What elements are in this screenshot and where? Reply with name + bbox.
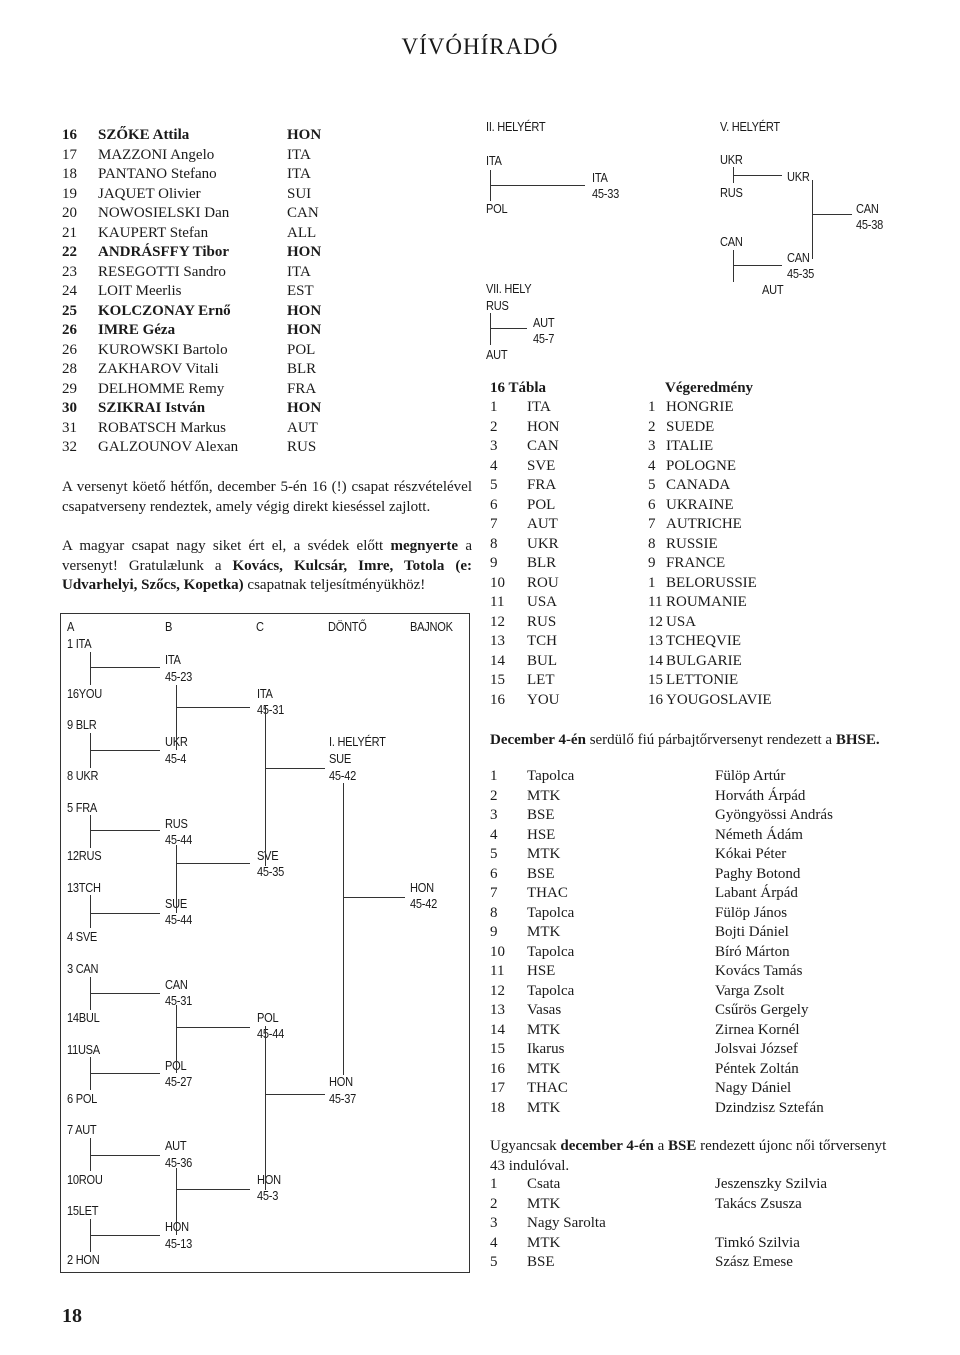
result-name: Péntek Zoltán [715, 1060, 799, 1077]
rank-number: 21 [62, 224, 77, 241]
table-rank: 8 [490, 535, 498, 552]
bracket-label: 5 FRA [67, 800, 98, 815]
final-rank: 1 [648, 574, 656, 591]
result-club: Nagy Sarolta [527, 1215, 606, 1231]
table-rank: 14 [490, 652, 505, 669]
rank-number: 26 [62, 341, 77, 358]
result-rank: 14 [490, 1021, 505, 1038]
bracket-label: HON [165, 1219, 189, 1234]
bracket-line [176, 685, 177, 750]
result-rank: 15 [490, 1041, 505, 1057]
fencer-name: RESEGOTTI Sandro [98, 263, 226, 280]
final-country: SUEDE [666, 418, 715, 435]
bracket-line [733, 250, 734, 282]
rank-number: 24 [62, 283, 77, 299]
result-name: Kovács Tamás [715, 963, 803, 979]
rank-number: 25 [62, 302, 77, 319]
table-rank: 5 [490, 477, 498, 493]
fencer-country: FRA [287, 380, 317, 397]
final-rank: 3 [648, 438, 656, 454]
bracket-line [90, 1155, 160, 1156]
result-rank: 1 [490, 768, 498, 784]
fencer-country: EST [287, 283, 314, 299]
table-title: 16 Tábla [490, 380, 546, 396]
result-rank: 12 [490, 982, 505, 999]
fencer-name: SZIKRAI István [98, 400, 206, 416]
bracket-line [176, 1168, 177, 1235]
bracket-line [343, 783, 344, 1075]
result-name: Takács Zsusza [715, 1195, 802, 1212]
bracket-line [812, 214, 852, 215]
bracket-line [733, 175, 782, 176]
fencer-name: KUROWSKI Bartolo [98, 341, 228, 358]
bracket-line [176, 1189, 250, 1190]
fencer-country: ALL [287, 224, 317, 241]
rank-number: 26 [62, 322, 77, 338]
paragraph-result: A magyar csapat nagy siket ért el, a svédek előtt megnyerte a versenyt! Gratulælunk a Kovács, Kulcsár, Imre, Totola (e: Udvarhelyi, Szőcs, Kopetka) csapatnak teljesítményükhöz! [62, 538, 472, 593]
rank-number: 31 [62, 419, 77, 436]
bracket-label: 45-7 [533, 331, 555, 346]
bracket-label: 45-35 [257, 864, 284, 879]
bracket-line [90, 667, 160, 668]
paragraph-cadet: December 4-én serdülő fiú párbajtőrversenyt rendezett a BHSE. [490, 732, 880, 748]
fencer-name: PANTANO Stefano [98, 166, 217, 182]
table-rank: 11 [490, 594, 505, 610]
final-rank: 1 [648, 399, 656, 415]
result-rank: 10 [490, 943, 505, 960]
result-club: MTK [527, 1021, 561, 1038]
bracket-label: 45-31 [257, 702, 284, 717]
bracket-label: 1 ITA [67, 636, 92, 651]
bracket-line [490, 185, 585, 186]
bracket-label: ITA [486, 153, 502, 168]
bracket-header-c: C [256, 619, 264, 634]
rank-number: 16 [62, 127, 77, 143]
table-country: YOU [527, 691, 560, 708]
result-club: Csata [527, 1176, 561, 1192]
table-rank: 16 [490, 691, 505, 708]
bracket-header-final: DÖNTŐ [328, 619, 367, 634]
bracket-label: 45-23 [165, 669, 192, 684]
bracket-line [490, 328, 527, 329]
final-country: FRANCE [666, 555, 726, 571]
result-club: MTK [527, 787, 561, 804]
bracket-label: 45-42 [329, 768, 356, 783]
final-rank: 8 [648, 535, 656, 552]
page-number: 18 [62, 1305, 82, 1327]
final-country: UKRAINE [666, 496, 734, 513]
result-club: Tapolca [527, 904, 575, 921]
result-name: Jolsvai József [715, 1041, 798, 1057]
fencer-name: KAUPERT Stefan [98, 224, 209, 241]
bracket-label: RUS [720, 185, 743, 200]
result-rank: 3 [490, 807, 498, 823]
final-country: ROUMANIE [666, 594, 747, 610]
bracket-label: CAN [165, 977, 188, 992]
bracket-line [90, 993, 160, 994]
table-country: CAN [527, 438, 559, 454]
table-country: FRA [527, 477, 557, 493]
table-rank: 13 [490, 633, 505, 649]
result-name: Bojti Dániel [715, 924, 789, 940]
table-country: TCH [527, 633, 557, 649]
final-country: ITALIE [666, 438, 714, 454]
result-name: Paghy Botond [715, 865, 801, 882]
bracket-line [265, 1026, 266, 1190]
result-rank: 7 [490, 885, 498, 901]
bracket-label: 45-35 [787, 266, 814, 281]
fencer-name: SZŐKE Attila [98, 127, 190, 143]
bracket-label: SUE [329, 751, 351, 766]
result-club: MTK [527, 1099, 561, 1116]
bracket-label: 12RUS [67, 848, 102, 863]
result-rank: 17 [490, 1080, 505, 1096]
bracket-label: AUT [762, 282, 784, 297]
fencer-country: POL [287, 341, 316, 358]
bracket-label: 8 UKR [67, 768, 99, 783]
table-country: LET [527, 672, 555, 688]
result-rank: 11 [490, 963, 505, 979]
page-title: VÍVÓHÍRADÓ [401, 34, 559, 59]
fencer-country: ITA [287, 263, 311, 280]
result-name: Horváth Árpád [715, 787, 806, 804]
final-title: Végeredmény [665, 380, 754, 396]
bracket-line [90, 1235, 160, 1236]
rank-number: 23 [62, 263, 77, 280]
result-rank: 6 [490, 865, 498, 882]
bracket-line [90, 815, 91, 848]
final-rank: 15 [648, 672, 663, 688]
fencer-name: JAQUET Olivier [98, 185, 201, 202]
final-country: YOUGOSLAVIE [666, 691, 772, 708]
bracket-label: 16YOU [67, 686, 102, 701]
bracket-label: RUS [486, 298, 509, 313]
bracket-line [176, 845, 177, 913]
table-country: POL [527, 496, 556, 513]
bracket-label: 14BUL [67, 1010, 100, 1025]
table-country: ITA [527, 399, 551, 415]
result-club: MTK [527, 924, 561, 940]
placement-title: II. HELYÉRT [486, 119, 546, 134]
fencer-country: HON [287, 322, 322, 338]
result-name: Németh Ádám [715, 826, 803, 843]
bracket-label: AUT [486, 347, 508, 362]
bracket-label: CAN [856, 201, 879, 216]
result-club: Tapolca [527, 982, 575, 999]
bracket-line [812, 180, 813, 259]
rank-number: 29 [62, 380, 77, 397]
result-club: HSE [527, 963, 556, 979]
bracket-label: 45-36 [165, 1155, 192, 1170]
bracket-label: 13TCH [67, 880, 101, 895]
bracket-line [90, 830, 160, 831]
fencer-country: BLR [287, 361, 317, 377]
bracket-label: CAN [720, 234, 743, 249]
paragraph-team-event: A versenyt köető hétfőn, december 5-én 16 (!) csapat részvételével csapatverseny rendeztek, amely végig direkt kieséssel zajlott. [62, 479, 472, 515]
paragraph-novice: Ugyancsak december 4-én a BSE rendezett újonc női tőrversenyt 43 indulóval. [490, 1138, 887, 1174]
bracket-label: 45-42 [410, 896, 437, 911]
bracket-label: AUT [165, 1138, 187, 1153]
final-rank: 7 [648, 516, 656, 532]
bracket-label: 6 POL [67, 1091, 98, 1106]
bracket-label: RUS [165, 816, 188, 831]
bracket-label: 3 CAN [67, 961, 99, 976]
rank-number: 18 [62, 166, 77, 182]
bracket-label: CAN [787, 250, 810, 265]
result-club: MTK [527, 846, 561, 862]
result-club: Tapolca [527, 943, 575, 960]
bracket-line [176, 863, 250, 864]
result-name: Fülöp János [715, 904, 788, 921]
result-name: Gyöngyössi András [715, 807, 833, 823]
final-rank: 6 [648, 496, 656, 513]
fencer-country: AUT [287, 419, 318, 436]
final-rank: 2 [648, 418, 656, 435]
table-country: BUL [527, 652, 557, 669]
bracket-label: POL [486, 201, 508, 216]
final-rank: 13 [648, 633, 663, 649]
bracket-label: 45-27 [165, 1074, 192, 1089]
final-country: RUSSIE [666, 535, 718, 552]
bracket-label: 45-44 [257, 1026, 284, 1041]
fencer-country: HON [287, 400, 322, 416]
bracket-label: 10ROU [67, 1172, 103, 1187]
result-rank: 5 [490, 1254, 498, 1270]
result-club: THAC [527, 885, 568, 901]
final-rank: 5 [648, 477, 656, 493]
result-name: Varga Zsolt [715, 982, 785, 999]
result-club: Tapolca [527, 768, 575, 784]
result-rank: 5 [490, 846, 498, 862]
fencer-name: NOWOSIELSKI Dan [98, 205, 230, 221]
result-club: MTK [527, 1234, 561, 1251]
bracket-label: UKR [787, 169, 810, 184]
result-rank: 18 [490, 1099, 505, 1116]
table-rank: 3 [490, 438, 498, 454]
result-name: Nagy Dániel [715, 1080, 792, 1096]
bracket-label: 45-3 [257, 1188, 279, 1203]
bracket-label: UKR [165, 734, 188, 749]
final-rank: 14 [648, 652, 663, 669]
bracket-header-champion: BAJNOK [410, 619, 453, 634]
result-rank: 2 [490, 1195, 498, 1212]
fencer-country: ITA [287, 166, 311, 182]
result-name: Csűrös Gergely [715, 1002, 809, 1018]
table-rank: 2 [490, 418, 498, 435]
result-rank: 3 [490, 1215, 498, 1231]
bracket-label: UKR [720, 152, 743, 167]
result-club: THAC [527, 1080, 568, 1096]
result-name: Timkó Szilvia [715, 1234, 800, 1251]
bracket-label: ITA [592, 170, 608, 185]
table-country: AUT [527, 516, 558, 532]
result-rank: 16 [490, 1060, 505, 1077]
bracket-line [265, 1094, 325, 1095]
table-rank: 12 [490, 613, 505, 630]
bracket-label: SUE [165, 896, 187, 911]
bracket-label: ITA [257, 686, 273, 701]
bracket-line [733, 265, 782, 266]
table-country: UKR [527, 535, 559, 552]
final-rank: 9 [648, 555, 656, 571]
result-rank: 1 [490, 1176, 498, 1192]
result-club: Vasas [527, 1002, 562, 1018]
fencer-name: DELHOMME Remy [98, 380, 225, 397]
bracket-line [176, 1027, 250, 1028]
bracket-label: 45-38 [856, 217, 883, 232]
result-rank: 9 [490, 924, 498, 940]
result-name: Dzindzisz Sztefán [715, 1099, 824, 1116]
fencer-country: HON [287, 244, 322, 260]
final-country: BULGARIE [666, 652, 742, 669]
bracket-label: 45-44 [165, 912, 192, 927]
table-rank: 9 [490, 555, 498, 571]
bracket-label: AUT [533, 315, 555, 330]
fencer-country: RUS [287, 439, 317, 455]
rank-number: 20 [62, 205, 77, 221]
bracket-label: 11USA [67, 1042, 100, 1057]
bracket-header-b: B [165, 619, 173, 634]
rank-number: 22 [62, 244, 77, 260]
bracket-label: 45-13 [165, 1236, 192, 1251]
bracket-label: 15LET [67, 1203, 99, 1218]
rank-number: 28 [62, 361, 77, 377]
bracket-line [90, 652, 91, 685]
final-country: USA [666, 613, 697, 630]
bracket-label: 45-31 [165, 993, 192, 1008]
bracket-label: POL [165, 1058, 187, 1073]
fencer-country: CAN [287, 205, 319, 221]
placement-title: V. HELYÉRT [720, 119, 780, 134]
fencer-name: KOLCZONAY Ernő [98, 302, 231, 319]
final-country: TCHEQVIE [666, 633, 741, 649]
result-rank: 4 [490, 826, 498, 843]
result-rank: 8 [490, 904, 498, 921]
bracket-label: 7 AUT [67, 1122, 97, 1137]
rank-number: 30 [62, 400, 77, 416]
table-country: SVE [527, 457, 556, 474]
table-rank: 4 [490, 457, 498, 474]
bracket-label: 4 SVE [67, 929, 98, 944]
final-country: LETTONIE [666, 672, 739, 688]
bracket-line [265, 768, 325, 769]
fencer-name: LOIT Meerlis [98, 283, 182, 299]
fencer-name: ROBATSCH Markus [98, 419, 226, 436]
bracket-label: HON [257, 1172, 281, 1187]
result-name: Labant Árpád [715, 885, 798, 901]
table-country: BLR [527, 555, 557, 571]
final-rank: 11 [648, 594, 663, 610]
table-rank: 6 [490, 496, 498, 513]
final-country: HONGRIE [666, 399, 734, 415]
result-name: Szász Emese [715, 1254, 793, 1270]
table-rank: 7 [490, 516, 498, 532]
bracket-label: HON [410, 880, 434, 895]
final-country: POLOGNE [666, 457, 736, 474]
rank-number: 19 [62, 185, 77, 202]
bracket-label: SVE [257, 848, 279, 863]
bracket-label: 45-44 [165, 832, 192, 847]
fencer-country: ITA [287, 146, 311, 163]
fencer-name: ANDRÁSFFY Tibor [98, 244, 229, 260]
rank-number: 32 [62, 439, 77, 455]
result-rank: 4 [490, 1234, 498, 1251]
fencer-name: MAZZONI Angelo [98, 146, 215, 163]
table-country: HON [527, 418, 560, 435]
table-country: USA [527, 594, 558, 610]
bracket-label: I. HELYÉRT [329, 734, 386, 749]
result-club: BSE [527, 865, 555, 882]
table-country: ROU [527, 574, 559, 591]
final-rank: 4 [648, 457, 656, 474]
result-name: Kókai Péter [715, 846, 787, 862]
result-rank: 13 [490, 1002, 505, 1018]
rank-number: 17 [62, 146, 77, 163]
fencer-country: SUI [287, 185, 312, 202]
bracket-line [90, 895, 91, 928]
result-name: Bíró Márton [715, 943, 790, 960]
table-rank: 1 [490, 399, 498, 415]
fencer-name: ZAKHAROV Vitali [98, 361, 219, 377]
final-country: CANADA [666, 477, 731, 493]
bracket-line [90, 750, 160, 751]
fencer-country: HON [287, 127, 322, 143]
result-club: MTK [527, 1060, 561, 1077]
result-club: HSE [527, 826, 556, 843]
fencer-country: HON [287, 302, 322, 319]
final-country: AUTRICHE [666, 516, 742, 532]
result-name: Zirnea Kornél [715, 1021, 800, 1038]
table-rank: 15 [490, 672, 505, 688]
placement-title: VII. HELY [486, 281, 532, 296]
bracket-label: 9 BLR [67, 717, 97, 732]
result-club: Ikarus [527, 1041, 565, 1057]
bracket-line [343, 897, 405, 898]
bracket-label: 45-37 [329, 1091, 356, 1106]
bracket-line [265, 705, 266, 866]
bracket-line [176, 707, 250, 708]
bracket-label: ITA [165, 652, 181, 667]
table-rank: 10 [490, 574, 505, 591]
fencer-name: IMRE Géza [98, 322, 176, 338]
final-rank: 12 [648, 613, 663, 630]
bracket-line [90, 913, 160, 914]
table-country: RUS [527, 613, 557, 630]
result-club: MTK [527, 1195, 561, 1212]
final-country: BELORUSSIE [666, 574, 757, 591]
bracket-label: HON [329, 1074, 353, 1089]
bracket-line [90, 1073, 160, 1074]
bracket-label: POL [257, 1010, 279, 1025]
bracket-label: 45-4 [165, 751, 187, 766]
bracket-line [490, 313, 491, 345]
result-club: BSE [527, 807, 555, 823]
bracket-label: 2 HON [67, 1252, 100, 1267]
result-name: Jeszenszky Szilvia [715, 1176, 828, 1192]
result-club: BSE [527, 1254, 555, 1270]
fencer-name: GALZOUNOV Alexan [98, 439, 239, 455]
bracket-label: 45-33 [592, 186, 619, 201]
final-rank: 16 [648, 691, 663, 708]
result-rank: 2 [490, 787, 498, 804]
bracket-line [176, 1005, 177, 1073]
result-name: Fülöp Artúr [715, 768, 786, 784]
bracket-header-a: A [67, 619, 75, 634]
